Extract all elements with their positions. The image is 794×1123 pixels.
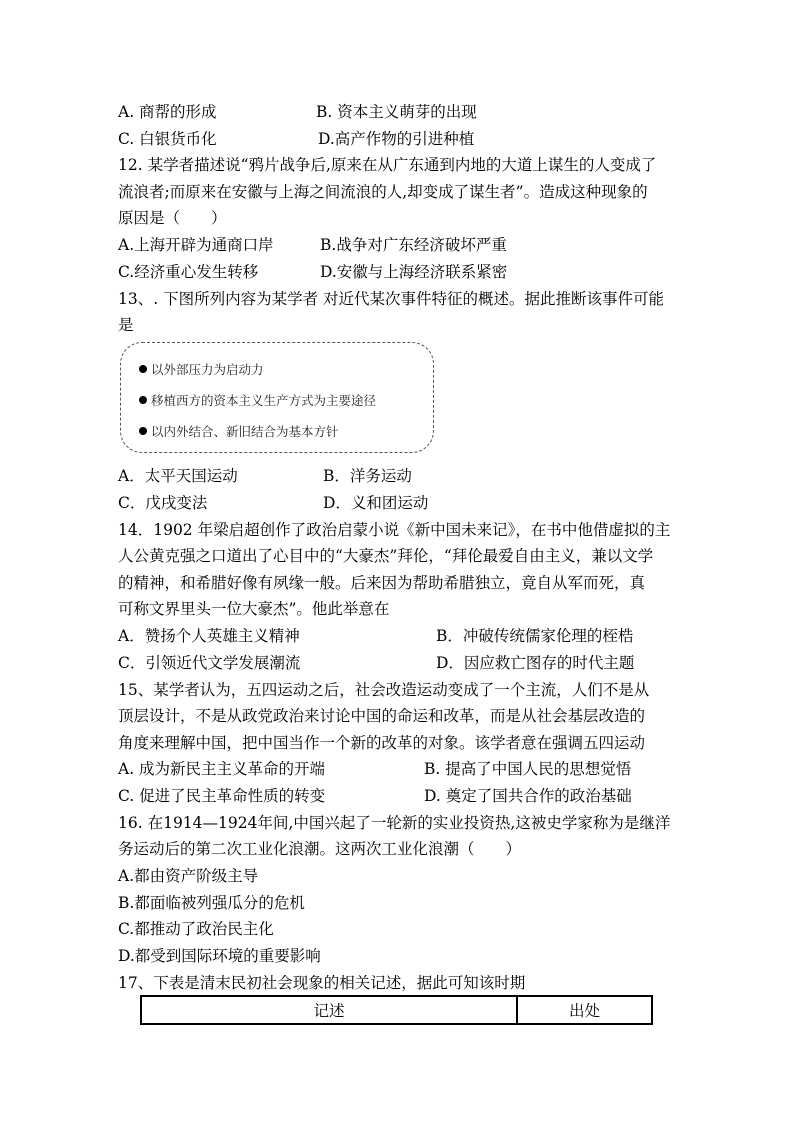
q16-option-b: B.都面临被列强瓜分的危机 <box>118 894 305 912</box>
q15-option-d: D. 奠定了国共合作的政治基础 <box>424 787 632 805</box>
q16-stem-line-2: 务运动后的第二次工业化浪潮。这两次工业化浪潮（ ） <box>118 840 522 858</box>
bullet-icon <box>139 396 147 404</box>
q12-stem-line-1: 12. 某学者描述说“鸦片战争后,原来在从广东通到内地的大道上谋生的人变成了 <box>118 156 657 174</box>
q17-stem: 17、下表是清末民初社会现象的相关记述，据此可知该时期 <box>118 974 526 992</box>
q14-option-c: C．引领近代文学发展潮流 <box>118 654 301 672</box>
q16-option-c: C.都推动了政治民主化 <box>118 920 274 938</box>
q13-box-item-text: 移植西方的资本主义生产方式为主要途径 <box>151 393 377 408</box>
q14-option-a: A．赞扬个人英雄主义精神 <box>118 627 300 645</box>
q13-stem-line-2: 是 <box>118 316 134 334</box>
q17-header-source: 出处 <box>517 996 652 1024</box>
q15-stem-line-2: 顶层设计，不是从政党政治来讨论中国的命运和改革，而是从社会基层改造的 <box>118 707 646 725</box>
q12-stem-line-2: 流浪者;而原来在安徽与上海之间流浪的人,却变成了谋生者”。造成这种现象的 <box>118 183 648 201</box>
q15-stem-line-3: 角度来理解中国，把中国当作一个新的改革的对象。该学者意在强调五四运动 <box>118 734 646 752</box>
q13-box-item <box>139 361 264 379</box>
q12-stem-line-3: 原因是（ ） <box>118 209 227 227</box>
q16-stem-line-1: 16. 在1914—1924年间,中国兴起了一轮新的实业投资热,这被史学家称为是继洋 <box>118 814 671 832</box>
q14-stem-line-1: 14．1902 年梁启超创作了政治启蒙小说《新中国未来记》，在书中他借虚拟的主 <box>118 521 671 539</box>
q13-option-b: B．洋务运动 <box>323 467 412 485</box>
q13-box-item-text: 以外部压力为启动力 <box>151 362 264 377</box>
q15-option-a: A. 成为新民主主义革命的开端 <box>118 760 326 778</box>
q12-option-d: D.安徽与上海经济联系紧密 <box>320 263 508 281</box>
q15-option-c: C. 促进了民主革命性质的转变 <box>118 787 326 805</box>
q12-option-c: C.经济重心发生转移 <box>118 263 259 281</box>
q17-table-header-row <box>141 996 652 1024</box>
q11-option-a: A. 商帮的形成 <box>118 103 217 121</box>
q14-option-d: D．因应救亡图存的时代主题 <box>436 654 635 672</box>
q14-stem-line-2: 人公黄克强之口道出了心目中的“大豪杰”拜伦，“拜伦最爱自由主义，兼以文学 <box>118 547 654 565</box>
q12-option-a: A.上海开辟为通商口岸 <box>118 236 274 254</box>
q13-option-a: A．太平天国运动 <box>118 467 238 485</box>
q17-table <box>140 995 653 1025</box>
bullet-icon <box>139 365 147 373</box>
q13-option-d: D．义和团运动 <box>323 494 429 512</box>
q11-option-d: D.高产作物的引进种植 <box>318 130 475 148</box>
q13-option-c: C．戊戌变法 <box>118 494 208 512</box>
q14-stem-line-3: 的精神，和希腊好像有夙缘一般。后来因为帮助希腊独立，竟自从军而死，真 <box>118 574 646 592</box>
q13-box-item-text: 以内外结合、新旧结合为基本方针 <box>151 424 339 439</box>
q14-option-b: B．冲破传统儒家伦理的桎梏 <box>436 627 634 645</box>
q13-stem-line-1: 13、. 下图所列内容为某学者 对近代某次事件特征的概述。据此推断该事件可能 <box>118 290 665 308</box>
bullet-icon <box>139 427 147 435</box>
q17-header-description: 记述 <box>141 996 517 1024</box>
q15-stem-line-1: 15、某学者认为，五四运动之后，社会改造运动变成了一个主流，人们不是从 <box>118 681 650 699</box>
q11-option-b: B. 资本主义萌芽的出现 <box>316 103 477 121</box>
q13-box-item <box>139 392 376 410</box>
q13-box-item <box>139 423 339 441</box>
q12-option-b: B.战争对广东经济破坏严重 <box>320 236 507 254</box>
q16-option-a: A.都由资产阶级主导 <box>118 867 259 885</box>
q11-option-c: C. 白银货币化 <box>118 130 217 148</box>
q13-feature-box <box>120 342 434 453</box>
q14-stem-line-4: 可称文界里头一位大豪杰”。他此举意在 <box>118 600 390 618</box>
q16-option-d: D.都受到国际环境的重要影响 <box>118 947 321 965</box>
q15-option-b: B. 提高了中国人民的思想觉悟 <box>424 760 632 778</box>
